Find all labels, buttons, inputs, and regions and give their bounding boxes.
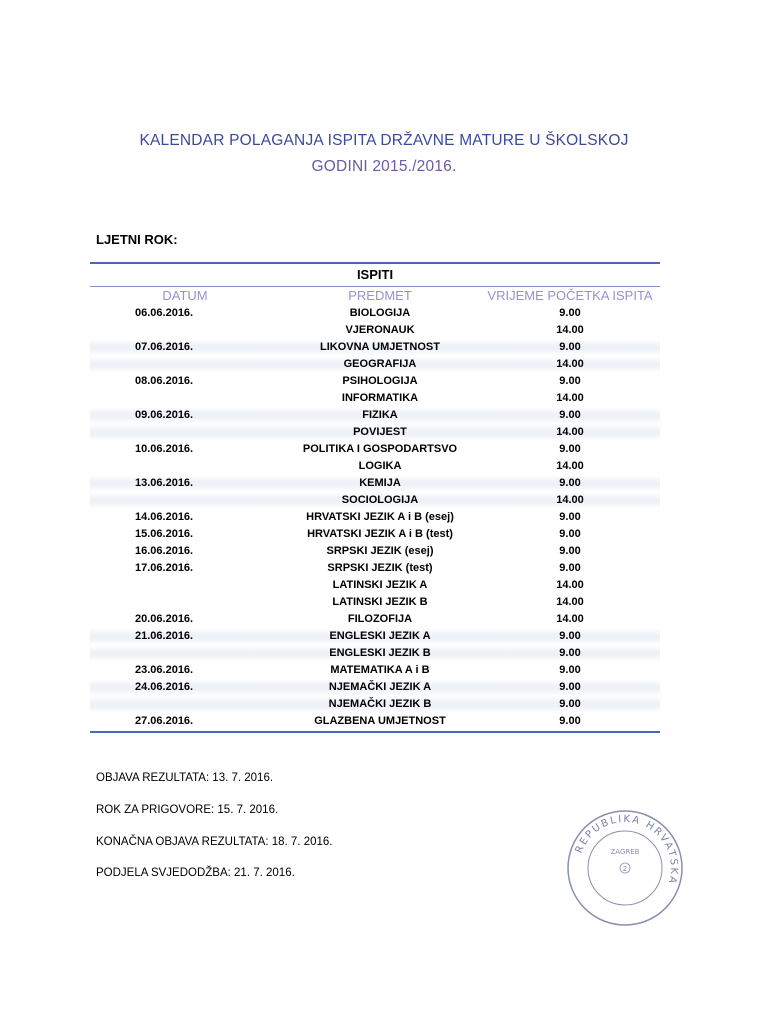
cell-date bbox=[90, 577, 280, 594]
cell-subject: SRPSKI JEZIK (test) bbox=[327, 562, 433, 574]
cell-time: 9.00 bbox=[559, 630, 581, 642]
table-row bbox=[90, 628, 660, 645]
table-row bbox=[90, 611, 660, 628]
cell-date: 13.06.2016. bbox=[135, 477, 194, 489]
table-row bbox=[90, 373, 660, 390]
cell-time: 9.00 bbox=[559, 375, 581, 387]
table-header-row bbox=[90, 287, 660, 305]
cell-date bbox=[90, 424, 280, 441]
cell-time: 9.00 bbox=[559, 528, 581, 540]
table-row bbox=[90, 509, 660, 526]
cell-time: 9.00 bbox=[559, 307, 581, 319]
cell-time: 14.00 bbox=[556, 494, 584, 506]
cell-subject: HRVATSKI JEZIK A i B (test) bbox=[307, 528, 453, 540]
cell-time: 14.00 bbox=[556, 613, 584, 625]
cell-time: 14.00 bbox=[556, 358, 584, 370]
cell-date: 17.06.2016. bbox=[135, 562, 194, 574]
cell-time: 9.00 bbox=[559, 698, 581, 710]
table-row bbox=[90, 407, 660, 424]
table-row bbox=[90, 543, 660, 560]
cell-date: 24.06.2016. bbox=[135, 681, 194, 693]
cell-subject: FIZIKA bbox=[362, 409, 398, 421]
cell-subject: HRVATSKI JEZIK A i B (esej) bbox=[306, 511, 454, 523]
cell-subject: LOGIKA bbox=[358, 460, 402, 472]
table-row bbox=[90, 339, 660, 356]
table-caption: ISPITI bbox=[356, 267, 394, 282]
cell-date: 27.06.2016. bbox=[135, 715, 194, 727]
cell-date: 16.06.2016. bbox=[135, 545, 194, 557]
cell-time: 9.00 bbox=[559, 511, 581, 523]
cell-time: 9.00 bbox=[559, 647, 581, 659]
cell-subject: SRPSKI JEZIK (esej) bbox=[326, 545, 434, 557]
cell-time: 9.00 bbox=[559, 477, 581, 489]
cell-date: 23.06.2016. bbox=[135, 664, 194, 676]
stamp-number: 2 bbox=[622, 865, 628, 873]
cell-time: 9.00 bbox=[559, 664, 581, 676]
title-line-2: GODINI 2015./2016. bbox=[311, 158, 457, 175]
objections-date: ROK ZA PRIGOVORE: 15. 7. 2016. bbox=[96, 804, 279, 816]
cell-time: 9.00 bbox=[559, 681, 581, 693]
title-line-1: KALENDAR POLAGANJA ISPITA DRŽAVNE MATURE U ŠKOLSKOJ bbox=[139, 132, 629, 149]
cell-subject: POLITIKA I GOSPODARTSVO bbox=[302, 443, 458, 455]
cell-date: 20.06.2016. bbox=[135, 613, 194, 625]
cell-time: 9.00 bbox=[559, 715, 581, 727]
cell-date: 21.06.2016. bbox=[135, 630, 194, 642]
cell-subject: SOCIOLOGIJA bbox=[341, 494, 419, 506]
table-row bbox=[90, 713, 660, 730]
cell-subject: LATINSKI JEZIK A bbox=[332, 579, 428, 591]
final-results-date: KONAČNA OBJAVA REZULTATA: 18. 7. 2016. bbox=[96, 836, 333, 848]
table-row bbox=[90, 492, 660, 509]
section-label: LJETNI ROK: bbox=[96, 232, 178, 247]
stamp-outer-text: REPUBLIKA HRVATSKA bbox=[573, 813, 680, 887]
cell-time: 9.00 bbox=[559, 341, 581, 353]
cell-date bbox=[90, 356, 280, 373]
cell-subject: ENGLESKI JEZIK B bbox=[329, 647, 431, 659]
cell-subject: FILOZOFIJA bbox=[347, 613, 413, 625]
table-row bbox=[90, 322, 660, 339]
cell-date bbox=[90, 390, 280, 407]
table-row bbox=[90, 424, 660, 441]
cell-subject: BIOLOGIJA bbox=[349, 307, 411, 319]
cell-subject: GLAZBENA UMJETNOST bbox=[314, 715, 446, 727]
cell-time: 14.00 bbox=[556, 426, 584, 438]
table-row bbox=[90, 441, 660, 458]
table-row bbox=[90, 577, 660, 594]
table-body bbox=[90, 305, 660, 730]
table-row bbox=[90, 390, 660, 407]
cell-date bbox=[90, 322, 280, 339]
cell-time: 14.00 bbox=[556, 579, 584, 591]
cell-time: 9.00 bbox=[559, 545, 581, 557]
table-row bbox=[90, 679, 660, 696]
cell-subject: NJEMAČKI JEZIK A bbox=[328, 681, 432, 693]
table-row bbox=[90, 458, 660, 475]
cell-date: 06.06.2016. bbox=[135, 307, 194, 319]
table-row bbox=[90, 305, 660, 322]
cell-date: 14.06.2016. bbox=[135, 511, 194, 523]
cell-date: 10.06.2016. bbox=[135, 443, 194, 455]
cell-date bbox=[90, 645, 280, 662]
cell-subject: INFORMATIKA bbox=[341, 392, 419, 404]
cell-subject: VJERONAUK bbox=[345, 324, 415, 336]
cell-date: 09.06.2016. bbox=[135, 409, 194, 421]
cell-subject: ENGLESKI JEZIK A bbox=[329, 630, 431, 642]
cell-date: 15.06.2016. bbox=[135, 528, 194, 540]
table-row bbox=[90, 475, 660, 492]
cell-time: 9.00 bbox=[559, 443, 581, 455]
cell-subject: KEMIJA bbox=[359, 477, 401, 489]
header-time: VRIJEME POČETKA ISPITA bbox=[487, 288, 653, 303]
table-row bbox=[90, 526, 660, 543]
cell-subject: NJEMAČKI JEZIK B bbox=[328, 698, 432, 710]
cell-time: 14.00 bbox=[556, 392, 584, 404]
exam-table bbox=[90, 262, 660, 733]
table-row bbox=[90, 356, 660, 373]
cell-time: 14.00 bbox=[556, 460, 584, 472]
cell-date bbox=[90, 492, 280, 509]
cell-time: 14.00 bbox=[556, 324, 584, 336]
document-title bbox=[84, 128, 684, 180]
cell-subject: MATEMATIKA A i B bbox=[330, 664, 430, 676]
cell-date: 08.06.2016. bbox=[135, 375, 194, 387]
cell-time: 14.00 bbox=[556, 596, 584, 608]
table-bottom-rule bbox=[90, 731, 660, 733]
table-row bbox=[90, 560, 660, 577]
cell-time: 9.00 bbox=[559, 409, 581, 421]
cell-subject: POVIJEST bbox=[353, 426, 407, 438]
table-row bbox=[90, 662, 660, 679]
results-date: OBJAVA REZULTATA: 13. 7. 2016. bbox=[96, 772, 274, 784]
cell-subject: GEOGRAFIJA bbox=[343, 358, 417, 370]
certificates-date: PODJELA SVJEDODŽBA: 21. 7. 2016. bbox=[96, 867, 295, 879]
cell-subject: LIKOVNA UMJETNOST bbox=[320, 341, 440, 353]
cell-date bbox=[90, 696, 280, 713]
table-row bbox=[90, 696, 660, 713]
cell-subject: PSIHOLOGIJA bbox=[342, 375, 418, 387]
cell-date bbox=[90, 458, 280, 475]
cell-subject: LATINSKI JEZIK B bbox=[332, 596, 428, 608]
table-row bbox=[90, 645, 660, 662]
table-row bbox=[90, 594, 660, 611]
cell-date bbox=[90, 594, 280, 611]
header-subject: PREDMET bbox=[348, 288, 412, 303]
stamp-inner-text: ZAGREB bbox=[610, 848, 640, 856]
official-seal-stamp bbox=[565, 808, 685, 928]
header-date: DATUM bbox=[162, 288, 208, 303]
cell-time: 9.00 bbox=[559, 562, 581, 574]
cell-date: 07.06.2016. bbox=[135, 341, 194, 353]
